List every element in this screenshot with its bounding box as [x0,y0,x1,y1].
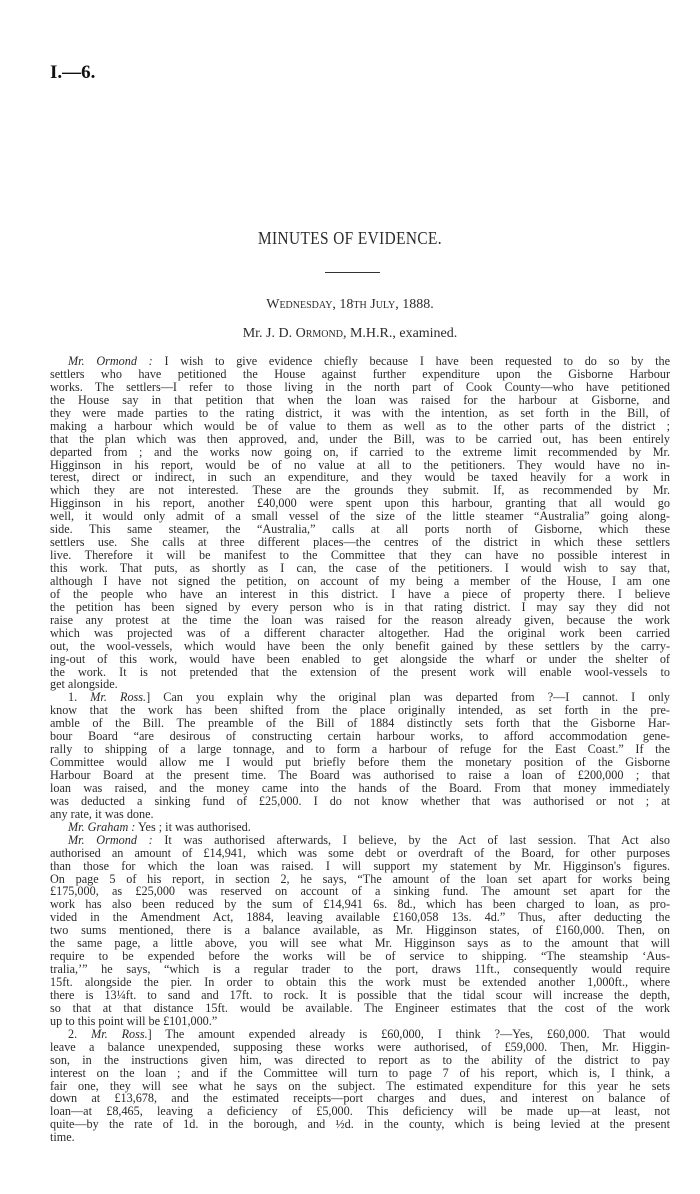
witness-suffix: , M.H.R., examined. [342,326,458,341]
text-line: out, the wool-vessels, which would have been the only benefit gained by these settlers by the carry- [50,638,670,653]
text-line: was deducted a sinking fund of £25,000. I do not know whether that was authorised or not ; at [50,793,670,808]
text-line: the petition has been signed by every person who is in that rating district. I may say they did not [50,599,670,614]
text-line: On page 5 of his report, in section 2, he says, “The amount of the loan set apart for works being [50,871,670,886]
line-text: Yes ; it was authorised. [135,819,251,834]
text-line [50,355,670,368]
text-line: making a harbour which would be of value to them as well as to the other parts of the district ; [50,418,670,433]
text-line: £175,000, as £25,000 was reserved on account of a sinking fund. The amount set apart for the [50,884,670,899]
text-line: Committee would allow me I would put briefly before them the monetary position of the Gisborne [50,755,670,770]
evidence-paragraph [50,691,670,820]
text-line: there is 13¼ft. to sand and 17ft. to rock. It is possible that the tidal scour will increase the depth, [50,987,670,1002]
text-line: terest, direct or indirect, in such an expenditure, and they would be taxed heavily for a work in [50,470,670,485]
witness-name: Ormond [295,326,343,341]
text-line: require to be expended before the works will be of service to shipping. “The steamship ‘Aus- [50,949,670,964]
page-reference: I.—6. [50,62,96,83]
text-line: this work. That puts, as shortly as I can, the case of the petitioners. I would wish to say that, [50,561,670,575]
text-line: vided in the Amendment Act, 1884, leaving available £160,058 13s. 4d.” Thus, after deducting the [50,910,670,925]
text-line: quite—by the rate of 1d. in the borough, and ½d. in the county, which is being levied at the present [50,1117,670,1132]
text-line: ing-out of this work, would have been enabled to get alongside the wharf or under the shelter of [50,651,670,666]
text-line: fair one, they will see what he says on the subject. The estimated expenditure for this year he sets [50,1078,670,1093]
text-line: settlers use. She calls at three different places—the centres of the district in which these settlers [50,535,670,550]
text-line: although I have not signed the petition, on account of my being a member of the House, I am one [50,573,670,588]
witness-prefix: Mr. J. D. [242,326,296,341]
text-line: up to this point will be £101,000.” [50,1013,218,1028]
text-line: than those for which the loan was raised. I will support my statement by Mr. Higginson's figures. [50,858,670,873]
text-line: which they are not interested. These are the grounds they submit. If, as recommended by Mr. [50,483,670,498]
text-line: works. The settlers—I refer to those living in the north part of Cook County—who have petitioned [50,379,670,394]
text-line: authorised an amount of £14,941, which was some debt or overdraft of the Board, for other purposes [50,845,670,860]
text-line: down at £13,678, and the estimated receipts—port charges and dues, and interest on balance of [50,1091,670,1106]
text-line: so that at that distance 15ft. would be available. The Engineer estimates that the cost of the work [50,1000,670,1015]
text-line: 15ft. alongside the pier. In order to obtain this the work must be extended another 1,000ft., where [50,975,670,989]
evidence-paragraph [50,834,670,1028]
text-line: leave a balance unexpended, supposing these works were authorised, of £59,000. Then, Mr. Higgin- [50,1039,670,1054]
question-number: 1. [68,690,91,705]
text-line: settlers who have petitioned the House against further expenditure upon the Gisborne Harbour [50,366,670,381]
text-line: of the people who have an interest in this district. I have a piece of property there. I believe [50,586,670,601]
text-line: Higginson in his report, another £40,000 were spent upon this harbour, granting that all would go [50,496,670,511]
text-line: son, in the instructions given him, was directed to report as to the ability of the district to pay [50,1052,670,1067]
text-line: the House say in that petition that when the loan was raised for the harbour at Gisborne, and [50,392,670,407]
text-line [50,834,670,847]
text-line: loan—at £8,465, leaving a deficiency of £5,000. This deficiency will be made up—at least, not [50,1104,670,1119]
line-text: ] Can you explain why the original plan was departed from ?—I cannot. I only [146,690,670,705]
text-line: amble of the Bill. The preamble of the Bill of 1884 distinctly sets forth that the Gisborne Har- [50,716,670,731]
text-line: interest on the loan ; and if the Committee will turn to page 7 of his report, which is, I think, a [50,1065,670,1080]
text-line: the same page, a little above, you will see what Mr. Higginson says as to the amount that will [50,936,670,951]
text-line: that the plan which was then approved, and, under the Bill, was to be carried out, has been entirely [50,431,670,446]
text-line: which was projected was of a different character altogether. Had the original work been carried [50,625,670,640]
line-text: I wish to give evidence chiefly because I have been requested to do so by the [152,354,670,368]
text-line: they were made parties to the rating district, it was with the intention, as set forth in the Bill, of [50,405,670,420]
speaker-name: Mr. Ross. [91,1026,148,1041]
evidence-paragraph [50,1028,670,1144]
text-line: live. Therefore it will be manifest to the Committee that they can have no possible interest in [50,548,670,563]
text-line: raise any protest at the time the loan was raised for the reason already given, because the work [50,612,670,627]
text-line: Harbour Board at the present time. The Board was authorised to raise a loan of £200,000 ; that [50,768,670,782]
question-number: 2. [68,1026,92,1041]
text-line: the work. It is not pretended that the extension of the present work will enable wool-vessels to [50,664,670,679]
document-title: MINUTES OF EVIDENCE. [257,228,443,248]
text-line: bour Board “are desirous of constructing certain harbour works, to afford accommodation gene- [50,729,670,744]
speaker-name: Mr. Ross. [90,690,147,705]
speaker-name: Mr. Ormond : [68,832,153,847]
text-line: any rate, it was done. [50,806,154,821]
text-line: time. [50,1130,75,1145]
evidence-body [50,355,670,1144]
text-line: get alongside. [50,677,118,692]
text-line: tralia,’” he says, “which is a regular trader to the port, draws 11ft., consequently would require [50,962,670,977]
witness-heading [0,326,700,342]
text-line: side. This same steamer, the “Australia,” calls at all ports north of Gisborne, which these [50,522,670,537]
line-text: It was authorised afterwards, I believe, by the Act of last session. That Act also [152,832,670,847]
text-line: know that the work has been shifted from the place originally intended, as set forth in the pre- [50,703,670,718]
speaker-name: Mr. Ormond : [68,354,153,368]
text-line: departed from ; and the works now going on, if carried to the extreme limit recommended by Mr. [50,444,670,459]
line-text: ] The amount expended already is £60,000, I think ?—Yes, £60,000. That would [147,1026,670,1041]
session-date: Wednesday, 18th July, 1888. [266,297,434,312]
text-line: Higginson in his report, would be of no value at all to the petitioners. They would have no in- [50,457,670,472]
title-divider [325,272,380,273]
text-line: rally to shipping of a large tonnage, and to form a harbour of refuge for the East Coast.” If the [50,742,670,757]
text-line: two sums mentioned, there is a balance available, as Mr. Higginson states, of £160,000. Then, on [50,923,670,938]
text-line: work has also been reduced by the sum of £14,941 6s. 8d., which has been charged to loan, as pro- [50,897,670,912]
evidence-paragraph [50,355,670,691]
text-line: loan was raised, and the money came into the hands of the Board. From that money immediately [50,780,670,795]
text-line: well, it would only admit of a small vessel of the size of the little steamer “Australia” going along- [50,509,670,524]
speaker-name: Mr. Graham : [68,819,136,834]
text-line [50,1028,670,1041]
